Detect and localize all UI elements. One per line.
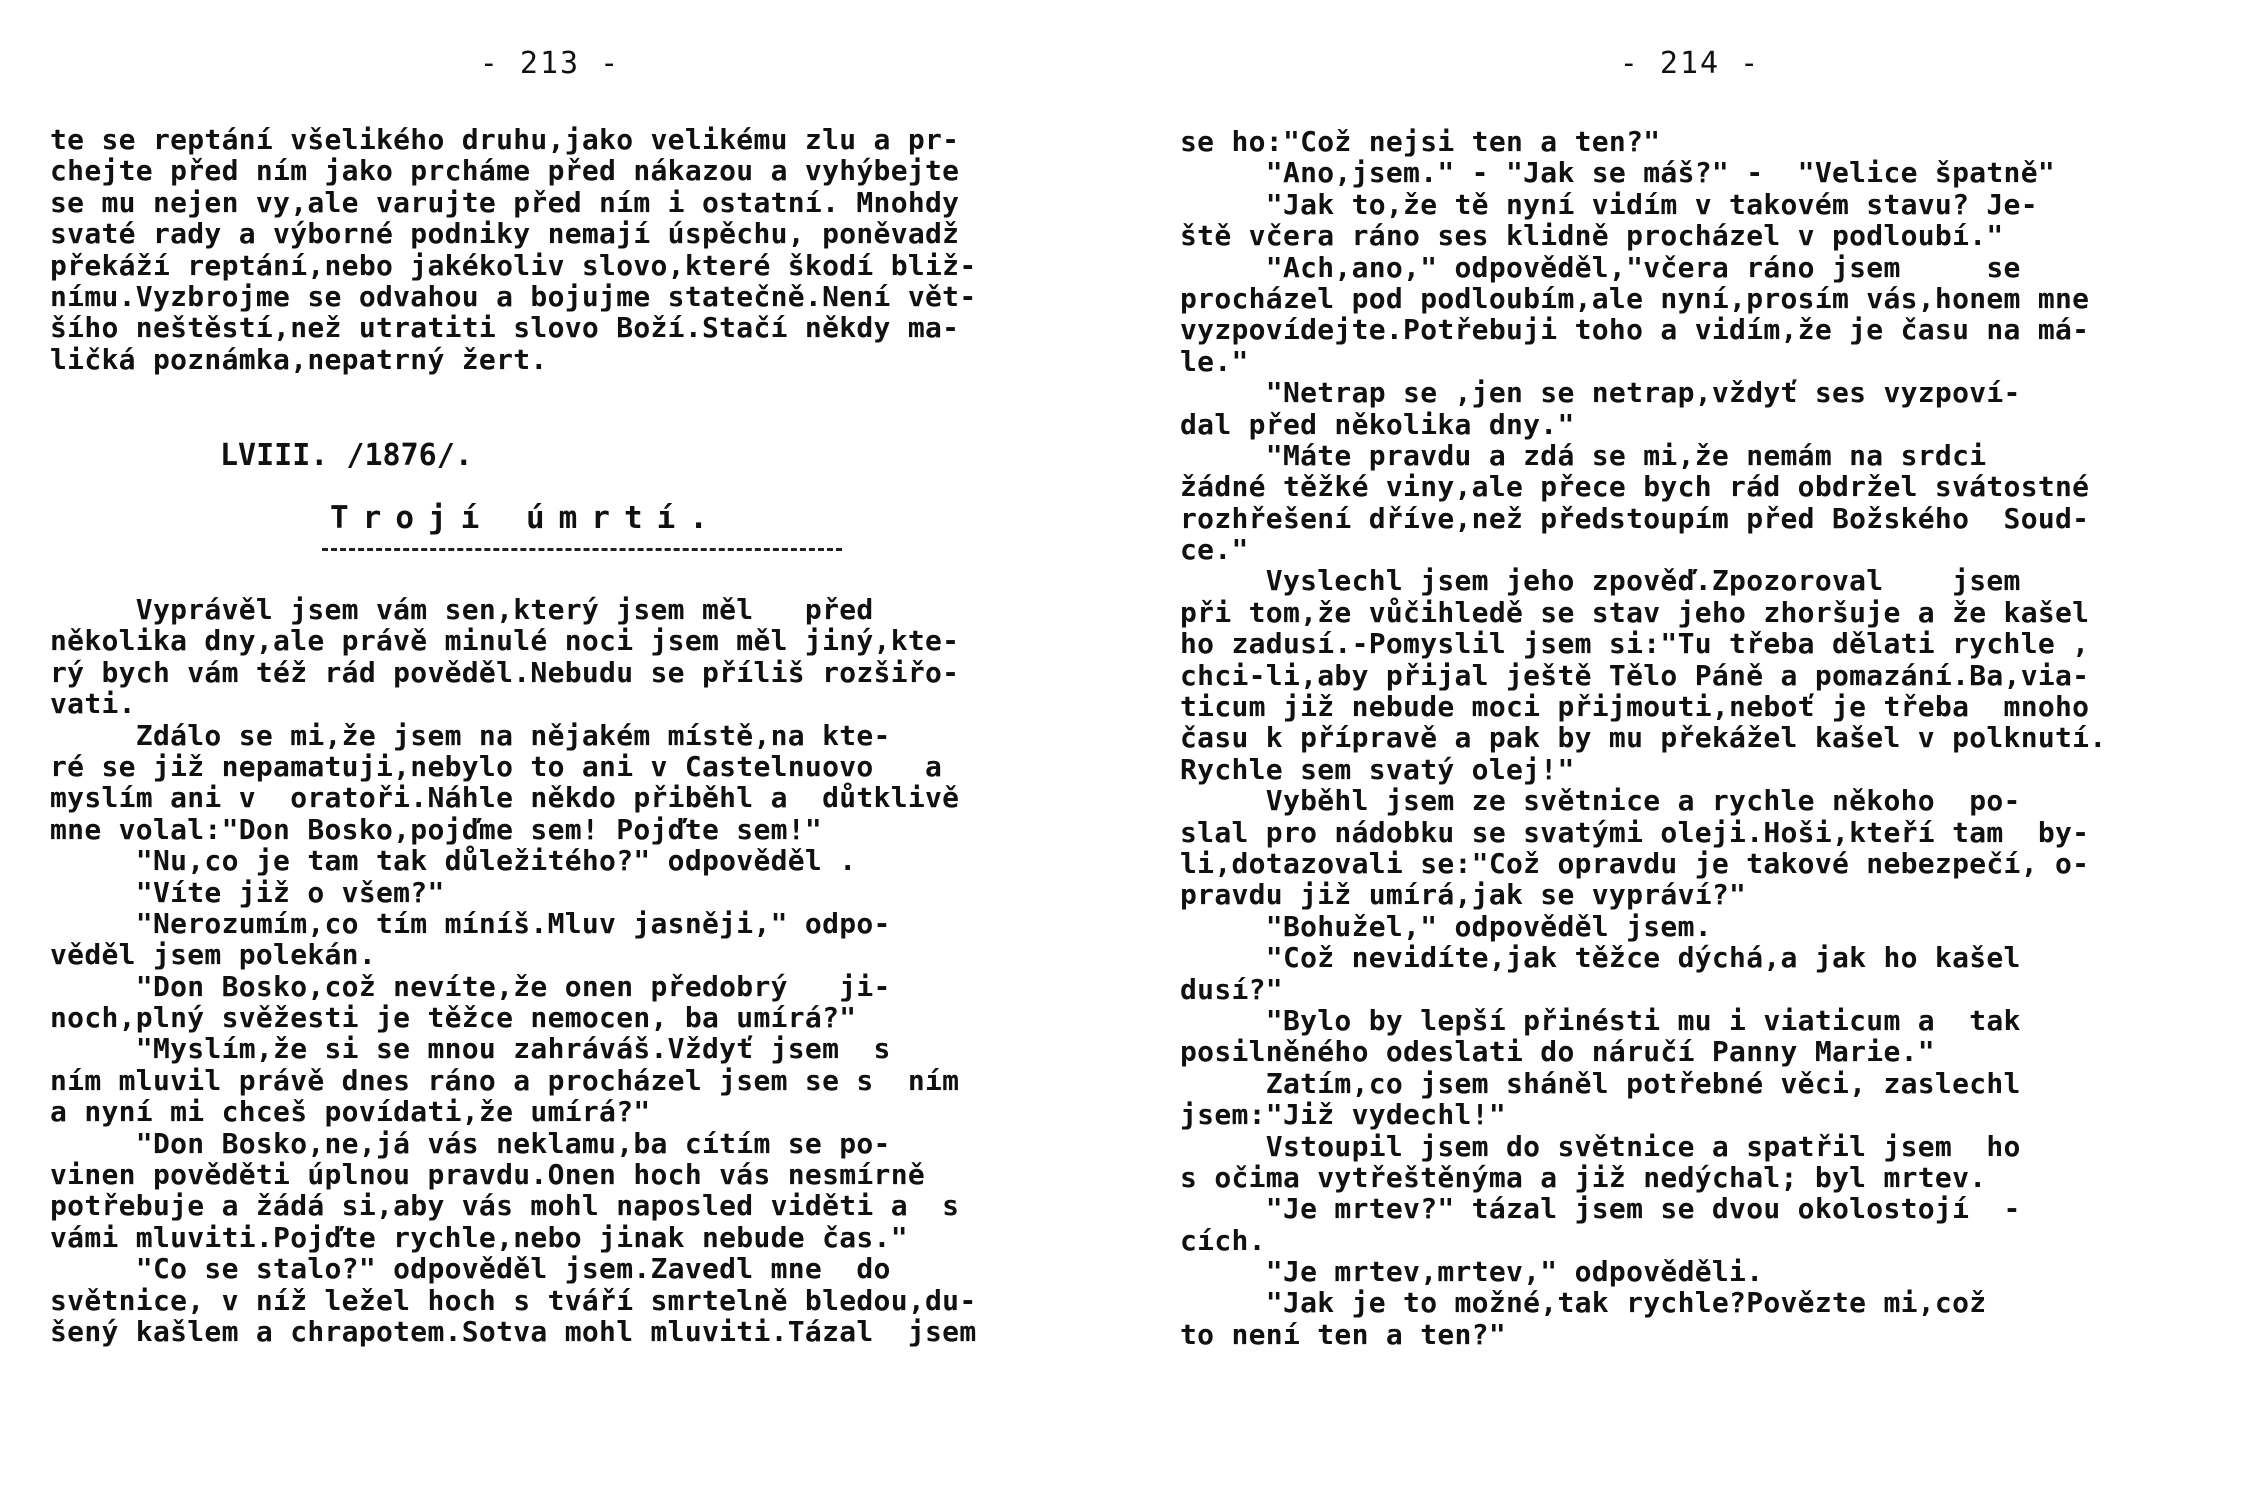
text-line: "Co se stalo?" odpověděl jsem.Zavedl mne do	[50, 1252, 891, 1286]
text-line: to není ten a ten?"	[1180, 1317, 1506, 1351]
chapter-title: Trojí úmrtí.	[330, 500, 722, 536]
text-line: "Jak je to možné,tak rychle?Povězte mi,což	[1180, 1286, 1987, 1320]
page-number: - 214 -	[1619, 46, 1761, 81]
text-line: se mu nejen vy,ale varujte před ním i ostatní. Mnohdy	[50, 185, 960, 219]
text-line: li,dotazovali se:"Což opravdu je takové nebezpečí, o-	[1180, 846, 2090, 880]
text-line: "Víte již o všem?"	[50, 875, 445, 909]
text-line: ce."	[1180, 533, 1249, 567]
text-line: posilněného odeslati do náručí Panny Marie."	[1180, 1035, 1935, 1069]
text-line: te se reptání všelikého druhu,jako velikému zlu a pr-	[50, 123, 960, 156]
text-line: ště včera ráno ses klidně procházel v podloubí."	[1180, 219, 2004, 253]
text-line: vámi mluviti.Pojďte rychle,nebo jinak nebude čas."	[50, 1220, 908, 1254]
text-line: ličká poznámka,nepatrný žert.	[50, 342, 548, 376]
text-line: potřebuje a žádá si,aby vás mohl naposled viděti a s	[50, 1189, 960, 1223]
text-line: procházel pod podloubím,ale nyní,prosím vás,honem mne	[1180, 281, 2090, 315]
text-line: cích.	[1180, 1223, 1266, 1257]
text-line: slal pro nádobku se svatými oleji.Hoši,kteří tam by-	[1180, 815, 2090, 849]
text-line: "Bylo by lepší přinésti mu i viaticum a tak	[1180, 1003, 2021, 1037]
text-line: ticum již nebude moci přijmouti,neboť je třeba mnoho	[1180, 690, 2090, 724]
text-line: vinen pověděti úplnou pravdu.Onen hoch vás nesmírně	[50, 1158, 926, 1192]
text-line: rozhřešení dříve,než předstoupím před Božského Soud-	[1180, 501, 2090, 535]
text-line: vati.	[50, 687, 136, 721]
right-page	[1180, 0, 2220, 1500]
text-line: "Nu,co je tam tak důležitého?" odpověděl .	[50, 844, 857, 878]
text-line: "Jak to,že tě nyní vidím v takovém stavu? Je-	[1180, 187, 2038, 221]
text-line: dal před několika dny."	[1180, 407, 1575, 441]
text-line: Vyslechl jsem jeho zpověď.Zpozoroval jsem	[1180, 564, 2021, 598]
text-line: vyzpovídejte.Potřebuji toho a vidím,že je času na má-	[1180, 313, 2090, 347]
chapter-number: LVIII. /1876/.	[220, 438, 473, 473]
text-line: le."	[1180, 344, 1249, 378]
text-line: světnice, v níž ležel hoch s tváří smrtelně bledou,du-	[50, 1283, 977, 1317]
text-line: ním mluvil právě dnes ráno a procházel jsem se s ním	[50, 1063, 960, 1097]
text-line: s očima vytřeštěnýma a již nedýchal; byl mrtev.	[1180, 1160, 1987, 1194]
text-line: žádné těžké viny,ale přece bych rád obdržel svátostné	[1180, 470, 2090, 504]
text-line: věděl jsem polekán.	[50, 938, 376, 972]
text-line: a nyní mi chceš povídati,že umírá?"	[50, 1095, 651, 1129]
text-line: dusí?"	[1180, 972, 1283, 1006]
text-line: se ho:"Což nejsi ten a ten?"	[1180, 125, 1661, 158]
page-body	[1180, 126, 2220, 1350]
text-line: Rychle sem svatý olej!"	[1180, 752, 1575, 786]
text-line: chejte před ním jako prcháme před nákazou a vyhýbejte	[50, 154, 960, 188]
text-line: "Ach,ano," odpověděl,"včera ráno jsem se	[1180, 250, 2021, 284]
text-line: Vstoupil jsem do světnice a spatřil jsem ho	[1180, 1129, 2021, 1163]
title-underline	[322, 548, 842, 551]
text-line: svaté rady a výborné podniky nemají úspěchu, poněvadž	[50, 217, 960, 251]
chapter-body	[50, 594, 1090, 1347]
text-line: nímu.Vyzbrojme se odvahou a bojujme statečně.Není vět-	[50, 279, 977, 313]
text-line: "Myslím,že si se mnou zahráváš.Vždyť jsem s	[50, 1032, 891, 1066]
text-line: "Don Bosko,což nevíte,že onen předobrý ji-	[50, 969, 891, 1003]
text-line: Zdálo se mi,že jsem na nějakém místě,na kte-	[50, 718, 891, 752]
text-line: šího neštěstí,než utratiti slovo Boží.Stačí někdy ma-	[50, 311, 960, 345]
text-line: několika dny,ale právě minulé noci jsem měl jiný,kte-	[50, 624, 960, 658]
text-line: ho zadusí.-Pomyslil jsem si:"Tu třeba dělati rychle ,	[1180, 627, 2090, 661]
text-line: "Což nevidíte,jak těžce dýchá,a jak ho kašel	[1180, 941, 2021, 975]
text-line: ré se již nepamatuji,nebylo to ani v Castelnuovo a	[50, 749, 943, 783]
text-line: času k přípravě a pak by mu překážel kašel v polknutí.	[1180, 721, 2107, 755]
text-line: šený kašlem a chrapotem.Sotva mohl mluviti.Tázal jsem	[50, 1314, 977, 1348]
text-line: pravdu již umírá,jak se vypráví?"	[1180, 878, 1747, 912]
page-number: - 213 -	[479, 46, 621, 81]
text-line: Vyprávěl jsem vám sen,který jsem měl před	[50, 593, 874, 626]
text-line: chci-li,aby přijal ještě Tělo Páně a pomazání.Ba,via-	[1180, 658, 2090, 692]
text-line: "Máte pravdu a zdá se mi,že nemám na srdci	[1180, 438, 1987, 472]
text-line: mne volal:"Don Bosko,pojďme sem! Pojďte sem!"	[50, 812, 823, 846]
opening-paragraph	[50, 124, 1090, 375]
text-line: "Netrap se ,jen se netrap,vždyť ses vyzpoví-	[1180, 376, 2021, 410]
text-line: Vyběhl jsem ze světnice a rychle někoho po-	[1180, 784, 2021, 818]
text-line: "Bohužel," odpověděl jsem.	[1180, 909, 1712, 943]
text-line: "Je mrtev,mrtev," odpověděli.	[1180, 1255, 1764, 1289]
text-line: překáží reptání,nebo jakékoliv slovo,které škodí bliž-	[50, 248, 977, 282]
text-line: "Ano,jsem." - "Jak se máš?" - "Velice špatně"	[1180, 156, 2056, 190]
text-line: jsem:"Již vydechl!"	[1180, 1098, 1506, 1132]
text-line: "Nerozumím,co tím míníš.Mluv jasněji," odpo-	[50, 906, 891, 940]
text-line: myslím ani v oratoři.Náhle někdo přiběhl a důtklivě	[50, 781, 960, 815]
text-line: noch,plný svěžesti je těžce nemocen, ba umírá?"	[50, 1001, 857, 1035]
left-page	[50, 0, 1090, 1500]
text-line: Zatím,co jsem sháněl potřebné věci, zaslechl	[1180, 1066, 2021, 1100]
text-line: "Je mrtev?" tázal jsem se dvou okolostojí -	[1180, 1192, 2021, 1226]
text-line: rý bych vám též rád pověděl.Nebudu se příliš rozšiřo-	[50, 655, 960, 689]
text-line: "Don Bosko,ne,já vás neklamu,ba cítím se po-	[50, 1126, 891, 1160]
text-line: při tom,že vůčihledě se stav jeho zhoršuje a že kašel	[1180, 595, 2090, 629]
